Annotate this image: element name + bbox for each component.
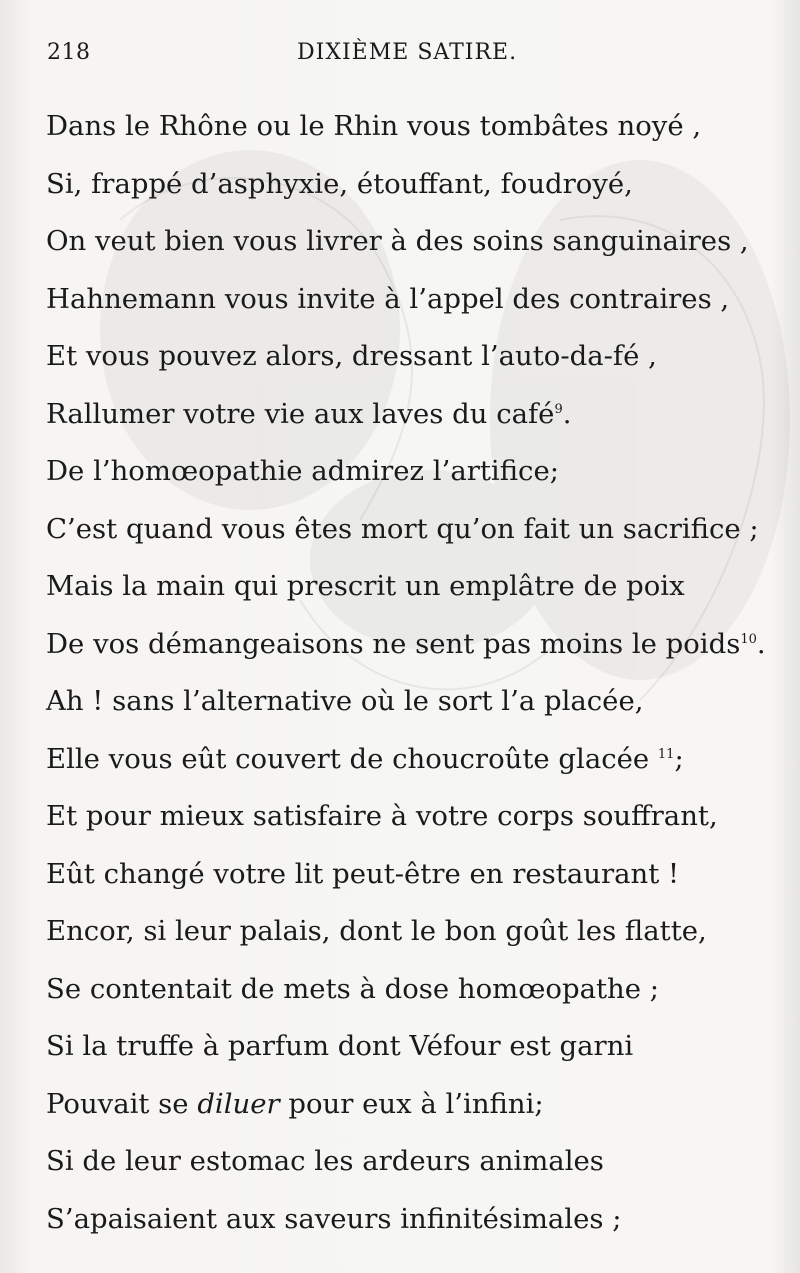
verse-text-end: . <box>562 397 572 430</box>
verse-text: Dans le Rhône ou le Rhin vous tombâtes noyé , <box>46 110 702 142</box>
footnote-ref: 11 <box>657 746 675 762</box>
footnote-ref: 10 <box>740 631 757 647</box>
verse-text: Et pour mieux satisfaire à votre corps souffrant, <box>46 800 718 832</box>
verse-italic-word: diluer <box>197 1087 280 1120</box>
verse-text: Si de leur estomac les ardeurs animales <box>46 1145 604 1177</box>
running-title: DIXIÈME SATIRE. <box>297 40 518 65</box>
verse-line <box>46 961 786 1019</box>
verse-line <box>46 386 786 444</box>
verse-text: Mais la main qui prescrit un emplâtre de poix <box>46 570 685 602</box>
verse-text: Elle vous eût couvert de choucroûte glacée <box>46 742 658 775</box>
verse-text: Si, frappé d’asphyxie, étouffant, foudroyé, <box>46 167 633 200</box>
verse-line <box>46 1191 786 1249</box>
verse-line <box>46 443 786 501</box>
footnote-ref: 9 <box>554 401 563 417</box>
verse-text: Hahnemann vous invite à l’appel des contraires , <box>46 282 730 315</box>
verse-line <box>46 558 786 616</box>
verse-line <box>46 731 786 789</box>
verse-text: Eût changé votre lit peut-être en restaurant ! <box>46 857 680 890</box>
verse-line <box>46 213 786 271</box>
verse-text: Ah ! sans l’alternative où le sort l’a placée, <box>46 685 644 717</box>
verse-line <box>46 1018 786 1076</box>
verse-line <box>46 846 786 904</box>
verse-line <box>46 903 786 961</box>
verse-text-end: ; <box>674 742 684 775</box>
page-number: 218 <box>47 40 91 65</box>
verse-text: On veut bien vous livrer à des soins sanguinaires , <box>46 225 749 257</box>
verse-line <box>46 271 786 329</box>
verse-text: De vos démangeaisons ne sent pas moins le poids <box>46 627 741 660</box>
verse-text: Et vous pouvez alors, dressant l’auto-da-fé , <box>46 340 657 372</box>
verse-line <box>46 328 786 386</box>
verse-line <box>46 616 786 674</box>
verse-text: De l’homœopathie admirez l’artifice; <box>46 455 559 487</box>
verse-text: C’est quand vous êtes mort qu’on fait un sacrifice ; <box>46 512 759 545</box>
verse-line <box>46 1133 786 1191</box>
verse-text: Pouvait se <box>46 1087 198 1120</box>
verse-text-end: . <box>756 627 766 660</box>
verse-text: Si la truffe à parfum dont Véfour est garni <box>46 1030 634 1062</box>
verse-line <box>46 673 786 731</box>
poem-verses <box>46 98 786 1248</box>
verse-text: Se contentait de mets à dose homœopathe ; <box>46 972 660 1005</box>
verse-line <box>46 156 786 214</box>
page-header <box>47 40 760 76</box>
verse-text: S’apaisaient aux saveurs infinitésimales ; <box>46 1202 622 1235</box>
verse-text: Encor, si leur palais, dont le bon goût les flatte, <box>46 915 707 947</box>
verse-line <box>46 501 786 559</box>
verse-text-end: pour eux à l’infini; <box>279 1087 544 1120</box>
verse-line <box>46 1076 786 1134</box>
verse-line <box>46 788 786 846</box>
verse-text: Rallumer votre vie aux laves du café <box>46 397 555 430</box>
verse-line <box>46 98 786 156</box>
